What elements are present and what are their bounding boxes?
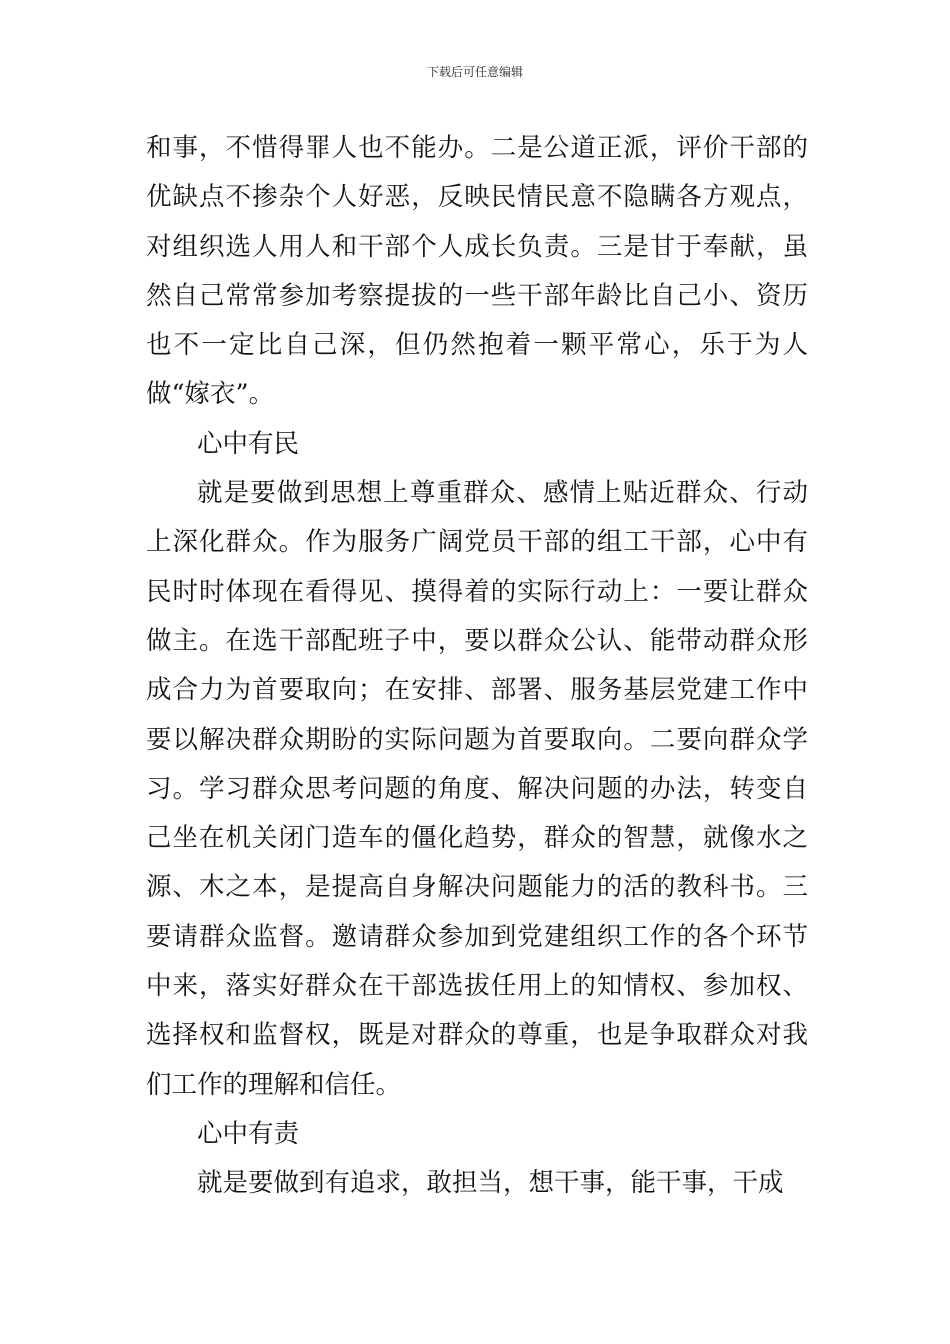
header-note: 下载后可任意编辑: [426, 65, 523, 79]
document-body: [146, 124, 808, 1209]
paragraph-1: 和事，不惜得罪人也不能办。二是公道正派，评价干部的优缺点不掺杂个人好恶，反映民情民意不隐瞒各方观点，对组织选人用人和干部个人成长负责。三是甘于奉献，虽然自己常常参加考察提拔的一些干部年龄比自己小、资历也不一定比自己深，但仍然抱着一颗平常心，乐于为人做“嫁衣”。: [146, 133, 808, 410]
paragraph-2: 就是要做到思想上尊重群众、感情上贴近群众、行动上深化群众。作为服务广阔党员干部的组工干部，心中有民时时体现在看得见、摸得着的实际行动上：一要让群众做主。在选干部配班子中，要以群众公认、能带动群众形成合力为首要取向；在安排、部署、服务基层党建工作中要以解决群众期盼的实际问题为首要取向。二要向群众学习。学习群众思考问题的角度、解决问题的办法，转变自己坐在机关闭门造车的僵化趋势，群众的智慧，就像水之源、木之本，是提高自身解决问题能力的活的教科书。三要请群众监督。邀请群众参加到党建组织工作的各个环节中来，落实好群众在干部选拔任用上的知情权、参加权、选择权和监督权，既是对群众的尊重，也是争取群众对我们工作的理解和信任。: [146, 478, 808, 1100]
section-heading-2: 心中有责: [197, 1118, 300, 1149]
paragraph-3: 就是要做到有追求，敢担当，想干事，能干事，干成: [197, 1168, 784, 1199]
section-heading-1: 心中有民: [197, 428, 300, 459]
